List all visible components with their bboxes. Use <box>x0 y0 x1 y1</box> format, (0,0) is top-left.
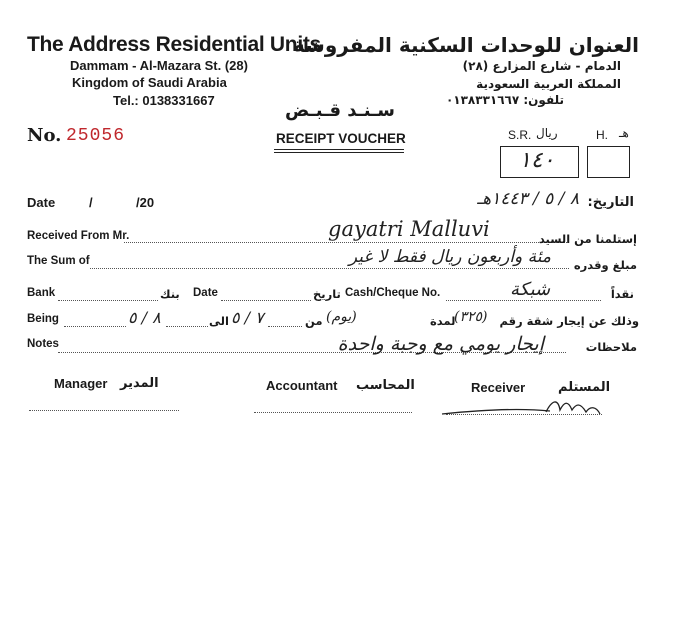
being-label-ar: وذلك عن إيجار شقة رقم <box>499 314 639 328</box>
date2-label-en: Date <box>193 287 218 299</box>
notes-label-ar: ملاحظات <box>585 340 637 354</box>
sum-value: مئة وأربعون ريال فقط لا غير <box>348 247 551 267</box>
cash-label-ar: نقداً <box>610 287 634 301</box>
received-from-value: gayatri Malluvi <box>328 217 490 241</box>
bank-line <box>58 300 158 301</box>
company-name-ar: العنوان للوحدات السكنية المفروشة <box>293 33 639 57</box>
sum-line <box>90 268 569 269</box>
currency-sr-ar: ريال <box>536 126 558 140</box>
company-address-en: Dammam - Al-Mazara St. (28) <box>70 58 248 73</box>
accountant-sign-line <box>254 412 412 413</box>
company-country-ar: المملكة العربية السعودية <box>476 77 621 91</box>
period-label-ar: لمدة <box>430 314 456 328</box>
date2-line <box>221 300 311 301</box>
date-value-hand: ٨ / ٥ / ١٤٤٣هـ <box>477 189 579 209</box>
received-from-line <box>124 242 569 243</box>
to-value: ٨ / ٥ <box>128 308 161 327</box>
to-label-ar: الى <box>209 314 229 328</box>
amount-h-box <box>587 146 630 178</box>
sum-label-en: The Sum of <box>27 255 90 267</box>
date2-label-ar: تاريخ <box>313 287 341 301</box>
from-value: ٧ / ٥ <box>231 308 264 327</box>
cash-value: شبكة <box>510 279 551 300</box>
accountant-label-en: Accountant <box>266 378 338 393</box>
received-from-label-ar: إستلمنا من السيد <box>538 232 637 246</box>
apartment-value: (٣٢٥) <box>454 309 488 325</box>
currency-sr-en: S.R. <box>508 128 532 142</box>
voucher-title-en: RECEIPT VOUCHER <box>276 131 406 146</box>
date-label-en: Date <box>27 195 56 210</box>
date-slash: / <box>89 195 93 210</box>
amount-sr-value: ١٤٠ <box>519 148 555 173</box>
being-label-en: Being <box>27 313 59 325</box>
manager-sign-line <box>29 410 179 411</box>
receipt-number-label: No. <box>27 125 62 146</box>
to-line <box>166 326 208 327</box>
receiver-label-ar: المستلم <box>558 380 611 395</box>
company-name-en: The Address Residential Units <box>27 33 321 56</box>
amount-sr-box <box>500 146 579 178</box>
company-phone-ar: تلفون: ٠١٣٨٣٣١٦٦٧ <box>445 93 564 107</box>
from-line <box>268 326 302 327</box>
title-underline <box>274 149 404 150</box>
period-value: (يوم) <box>326 309 357 325</box>
receipt-number: 25056 <box>66 126 126 146</box>
company-address-ar: الدمام - شارع المزارع (٢٨) <box>462 59 621 73</box>
currency-h-en: H. <box>596 128 608 142</box>
title-underline-2 <box>274 152 404 153</box>
receiver-signature <box>440 392 610 422</box>
from-label-ar: من <box>305 314 323 328</box>
sum-label-ar: مبلغ وقدره <box>573 258 637 272</box>
notes-value: إيجار يومي مع وجبة واحدة <box>337 333 544 355</box>
manager-label-en: Manager <box>54 376 108 391</box>
accountant-label-ar: المحاسب <box>356 378 415 393</box>
voucher-title-ar: سـنـد قـبـض <box>285 100 396 121</box>
company-phone-en: Tel.: 0138331667 <box>113 93 215 108</box>
being-line <box>64 326 126 327</box>
cash-label-en: Cash/Cheque No. <box>345 287 441 299</box>
date-year: /20 <box>136 195 155 210</box>
manager-label-ar: المدير <box>120 376 159 391</box>
receiver-label-en: Receiver <box>471 380 526 395</box>
bank-label-ar: بنك <box>160 287 180 301</box>
bank-label-en: Bank <box>27 287 56 299</box>
company-country-en: Kingdom of Saudi Arabia <box>72 75 227 90</box>
received-from-label-en: Received From Mr. <box>27 230 130 242</box>
notes-label-en: Notes <box>27 338 59 350</box>
date-label-ar: التاريخ: <box>587 195 634 210</box>
currency-h-ar: هـ <box>619 126 629 140</box>
cash-line <box>446 300 601 301</box>
